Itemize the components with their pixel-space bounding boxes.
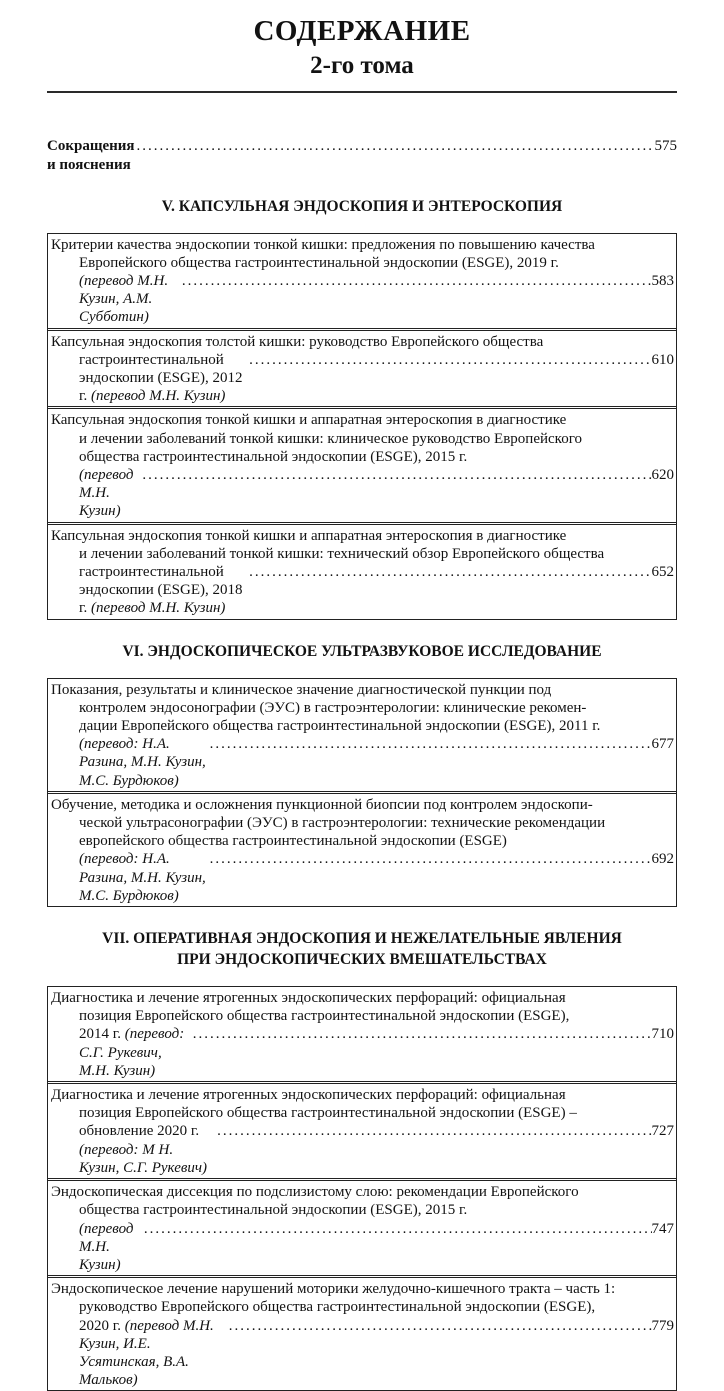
toc-entry-line	[51, 563, 674, 618]
text-segment: (перевод М.Н. Кузин)	[90, 388, 226, 405]
section-heading	[47, 196, 677, 217]
toc-entry-text	[79, 466, 140, 521]
toc-entry-line	[51, 448, 674, 466]
section-heading-line: ПРИ ЭНДОСКОПИЧЕСКИХ ВМЕШАТЕЛЬСТВАХ	[177, 951, 547, 969]
toc-entry-line	[51, 1298, 674, 1316]
toc-entry-text	[79, 563, 247, 618]
dot-leader	[193, 1025, 652, 1043]
toc-entry-line	[51, 814, 674, 832]
dot-leader	[210, 850, 652, 868]
text-segment: руководство Европейского общества гастроинтестинальной эндоскопии (ESGE),	[79, 1299, 596, 1316]
dot-leader	[182, 272, 652, 290]
section-entries-box	[47, 678, 677, 907]
dot-leader	[249, 563, 651, 581]
toc-entry-text	[79, 850, 208, 905]
toc-entry-line	[51, 717, 674, 735]
toc-entry-line	[51, 1007, 674, 1025]
text-segment: Капсульная эндоскопия тонкой кишки и аппаратная энтероскопия в диагностике	[51, 527, 567, 544]
toc-entry	[48, 1278, 676, 1390]
toc-entry-line	[51, 333, 674, 351]
text-segment: 2020 г.	[79, 1317, 125, 1334]
text-segment: Диагностика и лечение ятрогенных эндоскопических перфораций: официальная	[51, 1087, 566, 1104]
toc-entry-line	[51, 681, 674, 699]
section-entries-box	[47, 986, 677, 1391]
sections-container	[47, 196, 677, 1391]
toc-entry-line	[51, 351, 674, 406]
toc-entry-line	[51, 1220, 674, 1275]
text-segment: Обучение, методика и осложнения пункционной биопсии под контролем эндоскопи-	[51, 796, 593, 813]
toc-entry-line	[51, 735, 674, 790]
text-segment: общества гастроинтестинальной эндоскопии (ESGE), 2015 г.	[79, 1202, 468, 1219]
text-segment: Эндоскопическое лечение нарушений моторики желудочно-кишечного тракта – часть 1:	[51, 1281, 616, 1298]
toc-entry-line	[51, 254, 674, 272]
toc-entry-text	[79, 1220, 142, 1275]
section-heading-line: VII. ОПЕРАТИВНАЯ ЭНДОСКОПИЯ И НЕЖЕЛАТЕЛЬНЫЕ ЯВЛЕНИЯ	[102, 930, 622, 948]
toc-entry-text	[79, 1122, 215, 1177]
toc-entry-line	[51, 1317, 674, 1390]
toc-entry	[48, 679, 676, 794]
toc-entry-text	[79, 1025, 191, 1080]
toc-entry-line	[51, 430, 674, 448]
text-segment: гастроинтестинальной эндоскопии (ESGE), 2012 г.	[79, 351, 247, 405]
text-segment: 2014 г.	[79, 1026, 125, 1043]
text-segment: Критерии качества эндоскопии тонкой кишки: предложения по повышению качества	[51, 236, 595, 253]
text-segment: контролем эндосонографии (ЭУС) в гастроэнтерологии: клинические рекомен-	[79, 699, 587, 716]
toc-section	[47, 196, 677, 620]
text-segment: (перевод: Н.А. Разина, М.Н. Кузин, М.С. Бурдюков)	[79, 736, 210, 789]
text-segment	[225, 600, 229, 616]
toc-entry-line	[51, 236, 674, 254]
toc-entry-line	[51, 1104, 674, 1122]
section-entries-box	[47, 233, 677, 620]
toc-entry	[48, 987, 676, 1084]
section-heading	[47, 928, 677, 970]
section-heading-line: V. КАПСУЛЬНАЯ ЭНДОСКОПИЯ И ЭНТЕРОСКОПИЯ	[161, 197, 563, 215]
text-segment: Капсульная эндоскопия тонкой кишки и аппаратная энтероскопия в диагностике	[51, 412, 567, 429]
toc-entry-text	[79, 735, 208, 790]
text-segment: (перевод М.Н. Кузин)	[90, 600, 226, 617]
toc-entry-line	[51, 1086, 674, 1104]
toc-entry	[48, 409, 676, 524]
toc-entry-text	[79, 272, 180, 327]
toc-entry-line	[51, 411, 674, 429]
title-divider	[47, 91, 677, 93]
text-segment: гастроинтестинальной эндоскопии (ESGE), 2018 г.	[79, 564, 247, 617]
dot-leader	[217, 1122, 651, 1140]
page-number: 747	[651, 1220, 674, 1237]
toc-entry	[48, 525, 676, 619]
toc-entry	[48, 1181, 676, 1278]
text-segment: ческой ультрасонографии (ЭУС) в гастроэнтерологии: технические рекомендации	[79, 815, 606, 832]
abbreviations-label: Сокращения и пояснения	[47, 137, 135, 173]
text-segment	[138, 1372, 142, 1388]
toc-entry-line	[51, 850, 674, 905]
text-segment: (перевод М.Н. Кузин)	[79, 467, 138, 520]
dot-leader	[229, 1317, 652, 1335]
text-segment: европейского общества гастроинтестинальной эндоскопии (ESGE)	[79, 833, 507, 850]
toc-entry	[48, 1084, 676, 1181]
toc-entry-text	[79, 351, 247, 406]
toc-entry-line	[51, 1201, 674, 1219]
dot-leader	[137, 137, 655, 156]
text-segment: позиция Европейского общества гастроинтестинальной эндоскопии (ESGE),	[79, 1008, 570, 1025]
page-number: 692	[651, 851, 674, 868]
text-segment	[225, 388, 229, 404]
text-segment: (перевод: С.Г. Рукевич, М.Н. Кузин)	[79, 1026, 188, 1079]
text-segment	[121, 1257, 125, 1273]
page-number: 677	[651, 736, 674, 753]
text-segment: позиция Европейского общества гастроинтестинальной эндоскопии (ESGE) –	[79, 1105, 577, 1122]
text-segment: общества гастроинтестинальной эндоскопии (ESGE), 2015 г.	[79, 448, 468, 465]
page-number: 610	[651, 351, 674, 368]
dot-leader	[142, 466, 651, 484]
text-segment: и лечении заболеваний тонкой кишки: технический обзор Европейского общества	[79, 545, 605, 562]
toc-entry	[48, 794, 676, 906]
toc-entry-text	[79, 1317, 227, 1390]
page-number: 727	[651, 1123, 674, 1140]
toc-entry	[48, 331, 676, 410]
toc-entry	[48, 234, 676, 331]
toc-section	[47, 641, 677, 907]
text-segment: Капсульная эндоскопия толстой кишки: руководство Европейского общества	[51, 333, 544, 350]
toc-entry-line	[51, 1183, 674, 1201]
toc-entry-line	[51, 545, 674, 563]
dot-leader	[249, 351, 651, 369]
page-number: 710	[651, 1026, 674, 1043]
text-segment: и лечении заболеваний тонкой кишки: клиническое руководство Европейского	[79, 430, 582, 447]
toc-entry-line	[51, 699, 674, 717]
dot-leader	[210, 735, 652, 753]
text-segment: (перевод М.Н. Кузин)	[79, 1220, 138, 1273]
toc-section	[47, 928, 677, 1391]
page-number: 652	[651, 564, 674, 581]
toc-entry-line	[51, 1122, 674, 1177]
section-heading	[47, 641, 677, 662]
toc-entry-line	[51, 1280, 674, 1298]
toc-entry-line	[51, 796, 674, 814]
toc-entry-line	[51, 272, 674, 327]
text-segment: Диагностика и лечение ятрогенных эндоскопических перфораций: официальная	[51, 990, 566, 1007]
section-heading-line: VI. ЭНДОСКОПИЧЕСКОЕ УЛЬТРАЗВУКОВОЕ ИССЛЕДОВАНИЕ	[122, 642, 602, 660]
toc-entry-line	[51, 466, 674, 521]
page-number: 620	[651, 467, 674, 483]
text-segment: дации Европейского общества гастроинтестинальной эндоскопии (ESGE), 2011 г.	[79, 718, 601, 735]
text-segment: (перевод М.Н. Кузин, И.Е. Усятинская, В.А. Мальков)	[79, 1317, 218, 1389]
page-title: СОДЕРЖАНИЕ	[253, 15, 471, 47]
toc-entry-line	[51, 832, 674, 850]
text-segment: Европейского общества гастроинтестинальной эндоскопии (ESGE), 2019 г.	[79, 254, 559, 271]
text-segment: Эндоскопическая диссекция по подслизистому слою: рекомендации Европейского	[51, 1184, 579, 1201]
dot-leader	[144, 1220, 652, 1238]
page-subtitle: 2-го тома	[310, 52, 414, 80]
toc-entry-line	[51, 527, 674, 545]
text-segment: (перевод М.Н. Кузин, А.М. Субботин)	[79, 272, 172, 326]
page-number: 779	[651, 1317, 674, 1334]
text-segment: (перевод: М Н. Кузин, С.Г. Рукевич)	[79, 1141, 208, 1176]
page-number: 583	[651, 272, 674, 289]
abbreviations-entry	[47, 137, 677, 175]
toc-entry-line	[51, 1025, 674, 1080]
abbreviations-page-number: 575	[654, 137, 677, 154]
text-segment: обновление 2020 г.	[79, 1123, 203, 1140]
text-segment: (перевод: Н.А. Разина, М.Н. Кузин, М.С. Бурдюков)	[79, 851, 210, 904]
text-segment: Показания, результаты и клиническое значение диагностической пункции под	[51, 681, 552, 698]
